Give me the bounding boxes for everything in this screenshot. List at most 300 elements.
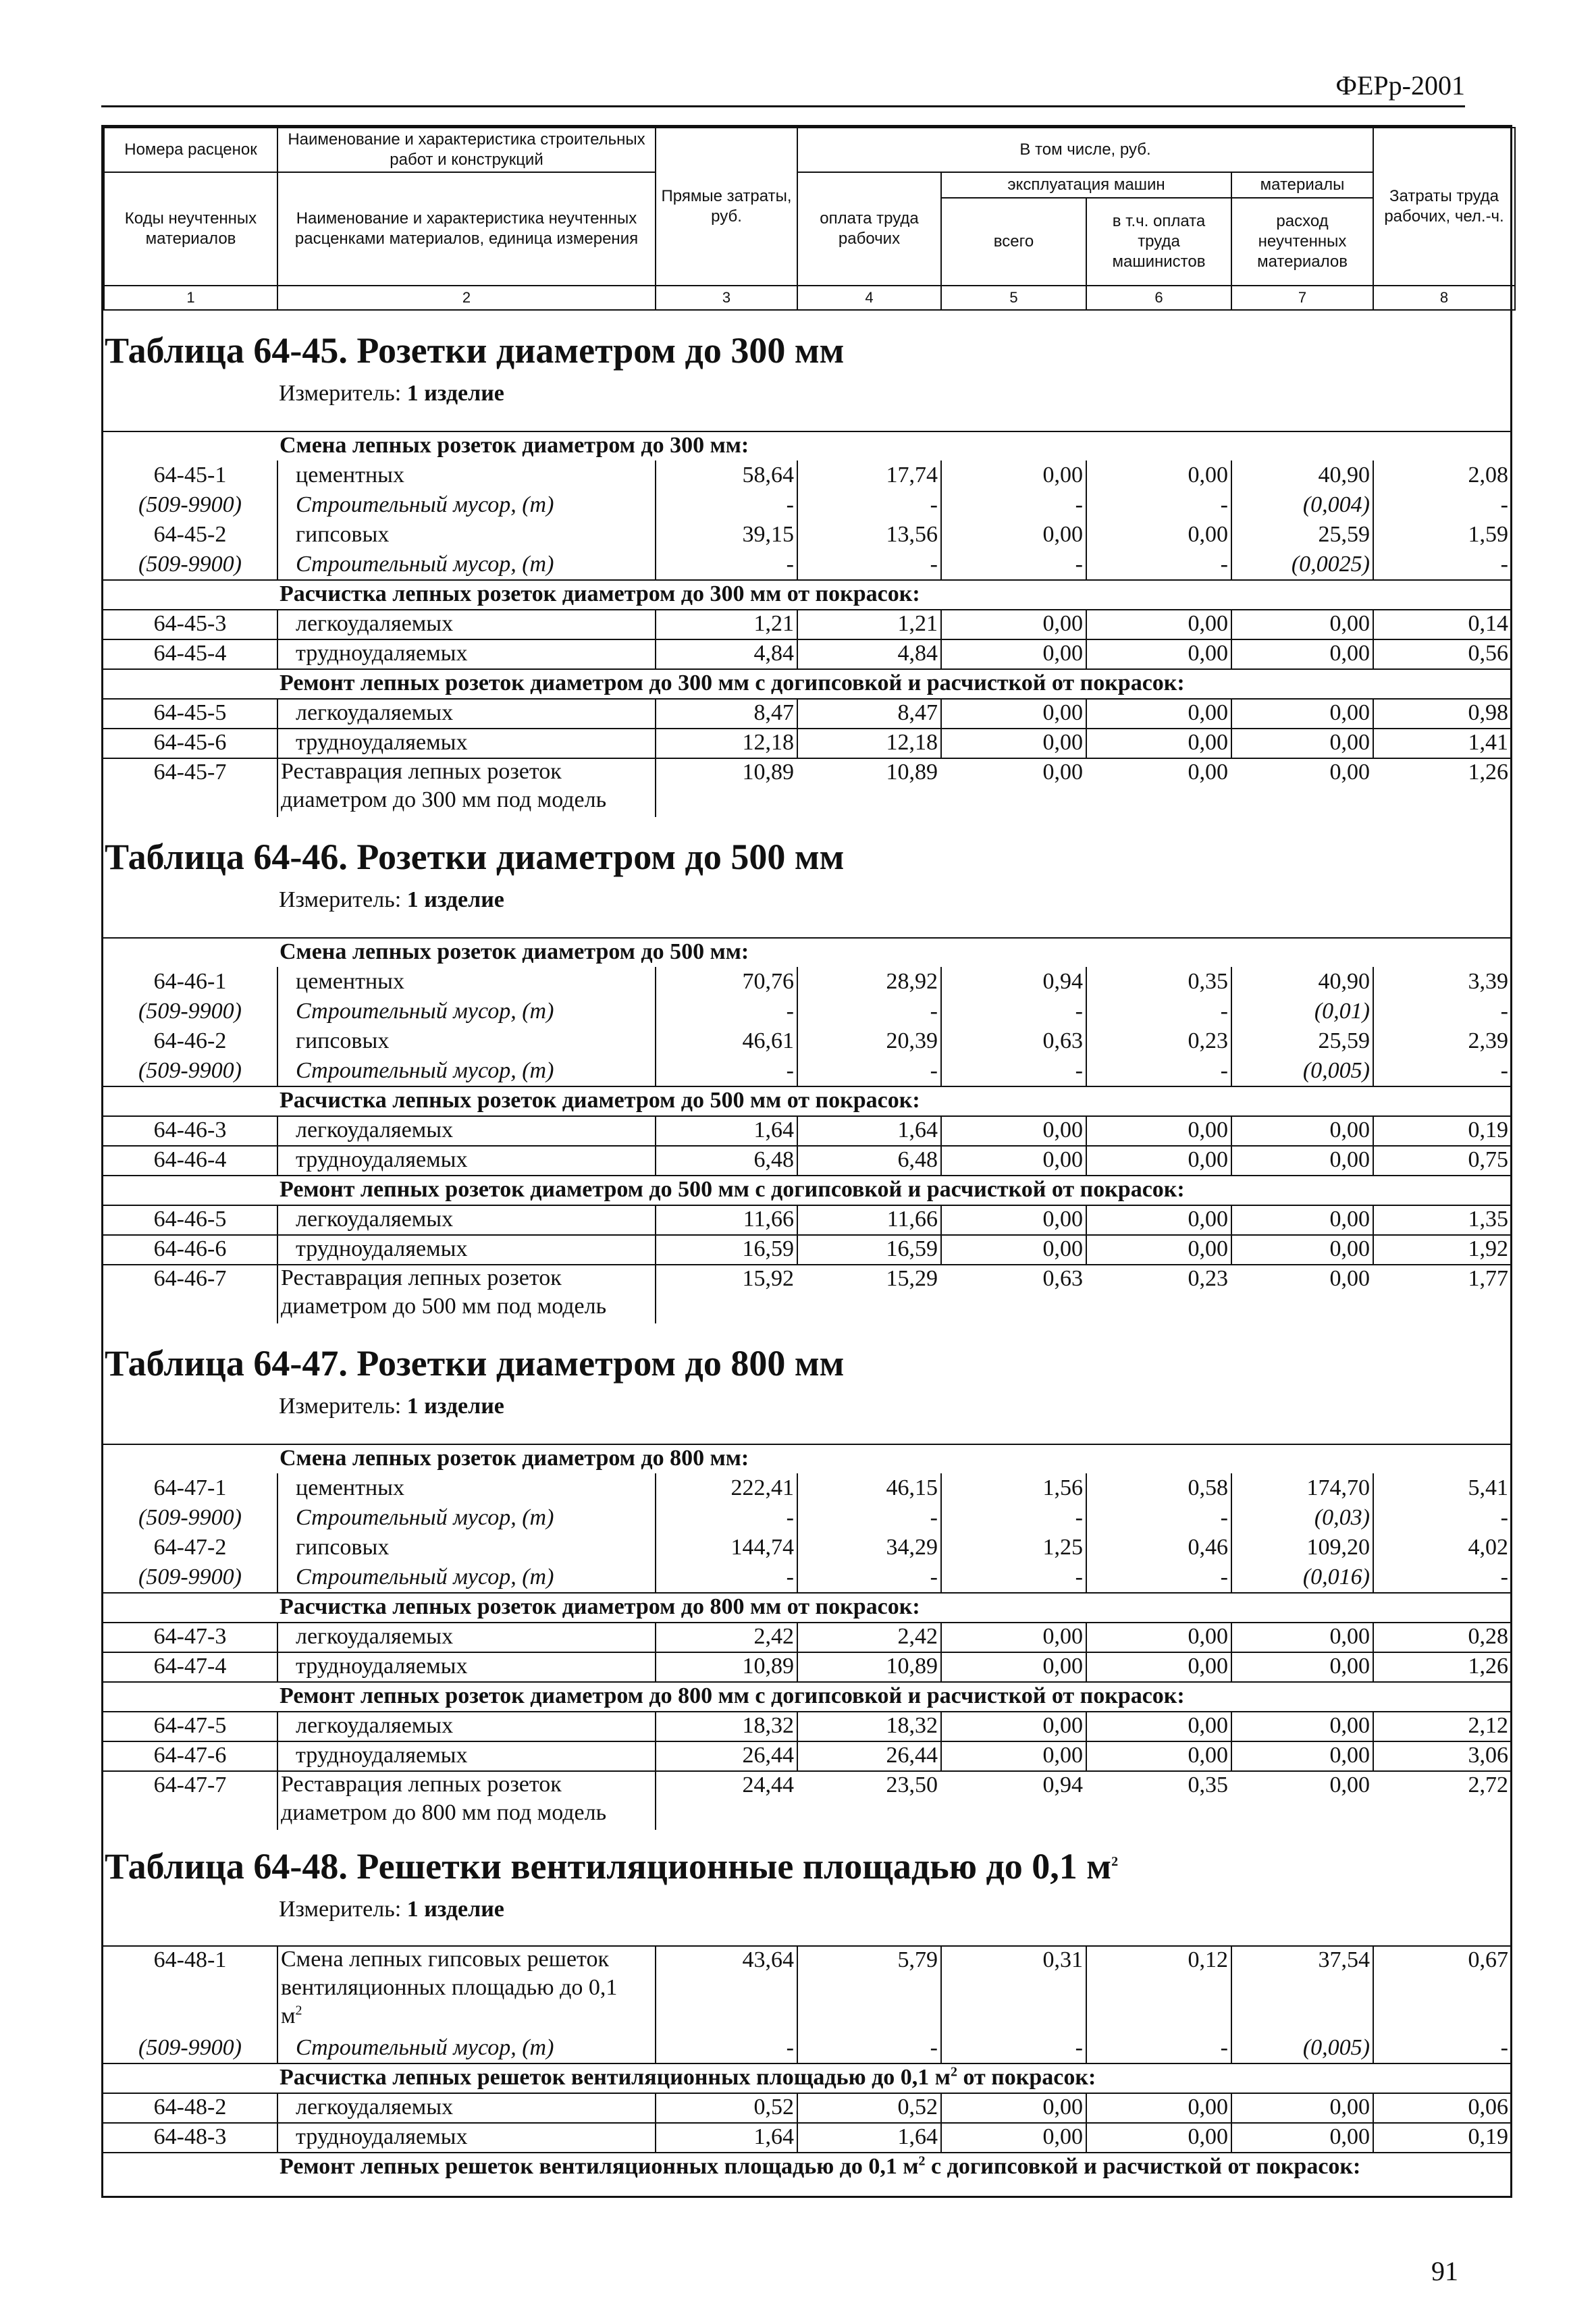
work-name-line: диаметром до 500 мм под модель — [281, 1294, 607, 1319]
table-row — [103, 758, 1510, 817]
rate-code: 64-45-6 — [153, 730, 227, 755]
labor-costs: - — [1373, 2033, 1512, 2063]
material-code: (509-9900) — [138, 1505, 242, 1530]
header-direct-costs: Прямые затраты, руб. — [656, 128, 797, 286]
work-name — [277, 758, 655, 817]
table-title: Таблица 64-47. Розетки диаметром до 800 мм — [105, 1343, 845, 1384]
operator-pay: 0,35 — [1188, 1772, 1228, 1797]
operator-pay: 0,00 — [1086, 1205, 1231, 1234]
work-name: трудноудаляемых — [277, 639, 655, 668]
rates-document — [101, 125, 1512, 2198]
materials: 0,00 — [1231, 639, 1373, 668]
rate-code: 64-45-2 — [153, 522, 227, 547]
subheading-text: от покрасок: — [957, 2065, 1096, 2090]
operator-pay: - — [1086, 2033, 1231, 2063]
worker-pay: - — [797, 1562, 940, 1592]
col-num: 2 — [277, 286, 656, 310]
work-name: трудноудаляемых — [277, 2122, 655, 2152]
operator-pay: 0,00 — [1086, 1711, 1231, 1741]
machines-total: - — [940, 1056, 1086, 1086]
machines-total: - — [940, 1562, 1086, 1592]
work-name: гипсовых — [277, 1026, 655, 1056]
machines-total: 0,63 — [1042, 1266, 1083, 1291]
direct-costs: 4,84 — [655, 639, 797, 668]
material-code: (509-9900) — [138, 2035, 242, 2060]
machines-total: 0,00 — [940, 639, 1086, 668]
header-rate-numbers: Номера расценок — [104, 128, 277, 172]
header-labor-costs: Затраты труда рабочих, чел.-ч. — [1373, 128, 1515, 286]
labor-costs: - — [1373, 550, 1512, 579]
operator-pay: 0,00 — [1086, 461, 1231, 490]
worker-pay: 26,44 — [797, 1741, 940, 1770]
labor-costs: 1,92 — [1373, 1234, 1512, 1264]
direct-costs: 46,61 — [655, 1026, 797, 1056]
machines-total: 0,00 — [940, 1652, 1086, 1681]
direct-costs: 16,59 — [655, 1234, 797, 1264]
table-title: Таблица 64-46. Розетки диаметром до 500 мм — [105, 837, 845, 877]
table-row — [103, 1205, 1510, 1234]
worker-pay: 0,52 — [797, 2093, 940, 2122]
materials: 0,00 — [1231, 2093, 1373, 2122]
header-machines: эксплуатация машин — [941, 172, 1231, 198]
work-name-line: Смена лепных гипсовых решеток — [281, 1947, 609, 1972]
rate-code: 64-47-6 — [153, 1743, 227, 1768]
rate-code: 64-47-1 — [153, 1475, 227, 1500]
table-row — [103, 1533, 1510, 1562]
table-row — [103, 967, 1510, 997]
direct-costs: 11,66 — [655, 1205, 797, 1234]
column-header-table — [103, 127, 1516, 311]
meter-value: 1 изделие — [406, 1897, 504, 1922]
materials: (0,005) — [1231, 2033, 1373, 2063]
table-title — [103, 1845, 1510, 1887]
materials: (0,03) — [1231, 1503, 1373, 1533]
materials: 0,00 — [1231, 728, 1373, 758]
operator-pay: - — [1086, 1056, 1231, 1086]
labor-costs: 1,35 — [1373, 1205, 1512, 1234]
material-code: (509-9900) — [138, 1058, 242, 1083]
operator-pay: 0,00 — [1188, 760, 1228, 785]
material-code: (509-9900) — [138, 552, 242, 577]
materials: 0,00 — [1231, 1741, 1373, 1770]
material-name: Строительный мусор, (т) — [277, 2033, 655, 2063]
worker-pay: 1,64 — [797, 2122, 940, 2152]
worker-pay: 18,32 — [797, 1711, 940, 1741]
materials: (0,005) — [1231, 1056, 1373, 1086]
machines-total: 0,00 — [940, 698, 1086, 728]
rate-code: 64-48-2 — [153, 2095, 227, 2120]
machines-total: 0,00 — [940, 520, 1086, 550]
labor-costs: 2,08 — [1373, 461, 1512, 490]
labor-costs: 3,39 — [1373, 967, 1512, 997]
operator-pay: - — [1086, 1503, 1231, 1533]
labor-costs: - — [1373, 997, 1512, 1026]
operator-pay: 0,00 — [1086, 728, 1231, 758]
work-name-line: диаметром до 300 мм под модель — [281, 787, 607, 812]
material-name: Строительный мусор, (т) — [277, 1503, 655, 1533]
subheading: Расчистка лепных розеток диаметром до 500 мм от покрасок: — [280, 1088, 920, 1113]
operator-pay: - — [1086, 550, 1231, 579]
table-row — [103, 1026, 1510, 1056]
labor-costs: 1,26 — [1468, 760, 1508, 785]
operator-pay: - — [1086, 490, 1231, 520]
worker-pay: - — [797, 1503, 940, 1533]
labor-costs: 1,59 — [1373, 520, 1512, 550]
material-row — [103, 490, 1510, 520]
labor-costs: - — [1373, 490, 1512, 520]
labor-costs: 4,02 — [1373, 1533, 1512, 1562]
subheading: Ремонт лепных розеток диаметром до 800 мм с догипсовкой и расчисткой от покрасок: — [280, 1683, 1185, 1708]
subheading-text: Ремонт лепных решеток вентиляционных площадью до 0,1 м — [280, 2154, 919, 2179]
material-name: Строительный мусор, (т) — [277, 1562, 655, 1592]
materials: 0,00 — [1329, 1772, 1370, 1797]
material-row — [103, 997, 1510, 1026]
work-name: гипсовых — [277, 1533, 655, 1562]
direct-costs: 70,76 — [655, 967, 797, 997]
operator-pay: 0,35 — [1086, 967, 1231, 997]
meter-value: 1 изделие — [406, 381, 504, 406]
work-name: гипсовых — [277, 520, 655, 550]
direct-costs: - — [655, 1056, 797, 1086]
meter — [279, 381, 1510, 408]
subheading: Смена лепных розеток диаметром до 300 мм: — [280, 433, 749, 458]
table-row — [103, 1711, 1510, 1741]
meter-label: Измеритель: — [279, 1897, 402, 1922]
worker-pay: 46,15 — [797, 1473, 940, 1503]
materials: (0,016) — [1231, 1562, 1373, 1592]
worker-pay: - — [797, 1056, 940, 1086]
labor-costs: 0,19 — [1373, 2122, 1512, 2152]
machines-total: 0,00 — [940, 1711, 1086, 1741]
direct-costs: 222,41 — [655, 1473, 797, 1503]
direct-costs: - — [655, 1562, 797, 1592]
header-worker-pay: оплата труда рабочих — [797, 172, 941, 286]
work-name — [277, 1264, 655, 1323]
labor-costs: 5,41 — [1373, 1473, 1512, 1503]
rate-code: 64-45-5 — [153, 700, 227, 725]
operator-pay: 0,00 — [1086, 1115, 1231, 1145]
work-name: легкоудаляемых — [277, 1115, 655, 1145]
subheading — [277, 2152, 1510, 2182]
materials: 0,00 — [1231, 1234, 1373, 1264]
work-name — [277, 1770, 655, 1830]
work-name: трудноудаляемых — [277, 1652, 655, 1681]
table-row — [103, 728, 1510, 758]
work-name: трудноудаляемых — [277, 1741, 655, 1770]
work-name: трудноудаляемых — [277, 1234, 655, 1264]
table-row — [103, 1145, 1510, 1175]
labor-costs: 0,28 — [1373, 1622, 1512, 1652]
material-row — [103, 1056, 1510, 1086]
header-material-codes: Коды неучтенных материалов — [104, 172, 277, 286]
material-code: (509-9900) — [138, 492, 242, 517]
materials: 0,00 — [1231, 1115, 1373, 1145]
superscript: 2 — [950, 2064, 957, 2080]
worker-pay: 15,29 — [886, 1266, 938, 1291]
header-machines-total: всего — [941, 198, 1086, 286]
table-64-47 — [103, 1342, 1510, 1421]
direct-costs: 43,64 — [655, 1945, 797, 2033]
machines-total: 1,25 — [940, 1533, 1086, 1562]
machines-total: - — [940, 490, 1086, 520]
table-row — [103, 639, 1510, 668]
work-name: цементных — [277, 1473, 655, 1503]
operator-pay: 0,00 — [1086, 1234, 1231, 1264]
rate-code: 64-46-3 — [153, 1117, 227, 1142]
worker-pay: 8,47 — [797, 698, 940, 728]
machines-total: - — [940, 1503, 1086, 1533]
materials: 174,70 — [1231, 1473, 1373, 1503]
direct-costs: - — [655, 1503, 797, 1533]
rate-code: 64-46-2 — [153, 1028, 227, 1053]
operator-pay: 0,46 — [1086, 1533, 1231, 1562]
machines-total: 0,63 — [940, 1026, 1086, 1056]
materials: 40,90 — [1231, 461, 1373, 490]
operator-pay: 0,00 — [1086, 609, 1231, 639]
rate-code: 64-48-3 — [153, 2124, 227, 2149]
rate-code: 64-46-7 — [153, 1266, 227, 1291]
table-row — [103, 1741, 1510, 1770]
worker-pay: 5,79 — [797, 1945, 940, 2033]
direct-costs: - — [655, 490, 797, 520]
subheading: Ремонт лепных розеток диаметром до 300 мм с догипсовкой и расчисткой от покрасок: — [280, 670, 1185, 695]
header-operator-pay: в т.ч. оплата труда машинистов — [1086, 198, 1231, 286]
direct-costs: 39,15 — [655, 520, 797, 550]
machines-total: 0,00 — [940, 1205, 1086, 1234]
rate-code: 64-47-4 — [153, 1654, 227, 1679]
direct-costs: 15,92 — [655, 1264, 797, 1323]
work-name: легкоудаляемых — [277, 698, 655, 728]
table-row — [103, 1115, 1510, 1145]
worker-pay: - — [797, 2033, 940, 2063]
operator-pay: 0,00 — [1086, 2122, 1231, 2152]
labor-costs: 1,41 — [1373, 728, 1512, 758]
direct-costs: 58,64 — [655, 461, 797, 490]
worker-pay: 11,66 — [797, 1205, 940, 1234]
operator-pay: 0,00 — [1086, 1622, 1231, 1652]
materials: 0,00 — [1231, 1622, 1373, 1652]
table-title: Таблица 64-45. Розетки диаметром до 300 мм — [105, 330, 845, 371]
material-name: Строительный мусор, (т) — [277, 490, 655, 520]
materials: 109,20 — [1231, 1533, 1373, 1562]
machines-total: - — [940, 550, 1086, 579]
labor-costs: 0,19 — [1373, 1115, 1512, 1145]
material-name: Строительный мусор, (т) — [277, 550, 655, 579]
material-code: (509-9900) — [138, 999, 242, 1024]
col-num: 1 — [104, 286, 277, 310]
page-number: 91 — [1431, 2256, 1458, 2286]
material-row — [103, 2033, 1510, 2063]
rate-code: 64-46-1 — [153, 969, 227, 994]
direct-costs: 12,18 — [655, 728, 797, 758]
materials: 0,00 — [1231, 1205, 1373, 1234]
direct-costs: 0,52 — [655, 2093, 797, 2122]
col-num: 7 — [1231, 286, 1373, 310]
subheading — [277, 2063, 1510, 2093]
machines-total: 0,00 — [1042, 760, 1083, 785]
materials: (0,004) — [1231, 490, 1373, 520]
direct-costs: 10,89 — [655, 758, 797, 817]
operator-pay: 0,00 — [1086, 1145, 1231, 1175]
col-num: 5 — [941, 286, 1086, 310]
worker-pay: - — [797, 550, 940, 579]
work-name: легкоудаляемых — [277, 609, 655, 639]
machines-total: 0,00 — [940, 728, 1086, 758]
labor-costs: 2,72 — [1468, 1772, 1508, 1797]
direct-costs: 144,74 — [655, 1533, 797, 1562]
table-row — [103, 1770, 1510, 1830]
machines-total: 0,00 — [940, 1741, 1086, 1770]
superscript: 2 — [918, 2153, 926, 2169]
materials: 0,00 — [1231, 1145, 1373, 1175]
table-row — [103, 1652, 1510, 1681]
table-row — [103, 1945, 1510, 2033]
operator-pay: - — [1086, 997, 1231, 1026]
operator-pay: 0,00 — [1086, 2093, 1231, 2122]
header-materials: материалы — [1231, 172, 1373, 198]
worker-pay: 13,56 — [797, 520, 940, 550]
table-row — [103, 1264, 1510, 1323]
table-row — [103, 461, 1510, 490]
table-row — [103, 520, 1510, 550]
header-work-name: Наименование и характеристика строительных работ и конструкций — [277, 128, 656, 172]
rate-code: 64-45-7 — [153, 760, 227, 785]
work-name-line: диаметром до 800 мм под модель — [281, 1800, 607, 1825]
materials: 25,59 — [1231, 1026, 1373, 1056]
machines-total: 0,00 — [940, 609, 1086, 639]
direct-costs: - — [655, 2033, 797, 2063]
material-row — [103, 1562, 1510, 1592]
labor-costs: 2,12 — [1373, 1711, 1512, 1741]
operator-pay: 0,00 — [1086, 698, 1231, 728]
direct-costs: 8,47 — [655, 698, 797, 728]
rate-code: 64-45-1 — [153, 463, 227, 488]
meter — [279, 1394, 1510, 1421]
rate-code: 64-46-4 — [153, 1147, 227, 1172]
machines-total: - — [940, 997, 1086, 1026]
subheading: Смена лепных розеток диаметром до 500 мм: — [280, 939, 749, 964]
machines-total: 0,31 — [940, 1945, 1086, 2033]
materials: 37,54 — [1231, 1945, 1373, 2033]
worker-pay: 10,89 — [886, 760, 938, 785]
labor-costs: 0,06 — [1373, 2093, 1512, 2122]
material-name: Строительный мусор, (т) — [277, 997, 655, 1026]
table-64-46 — [103, 836, 1510, 914]
worker-pay: - — [797, 997, 940, 1026]
work-name-line: Реставрация лепных розеток — [281, 1772, 562, 1797]
table-64-48 — [103, 1845, 1510, 1924]
document-code: ФЕРр-2001 — [1335, 70, 1465, 101]
table-row — [103, 1234, 1510, 1264]
work-name: легкоудаляемых — [277, 1622, 655, 1652]
rate-code: 64-48-1 — [153, 1947, 227, 1972]
worker-pay: 16,59 — [797, 1234, 940, 1264]
machines-total: 0,00 — [940, 1115, 1086, 1145]
work-name: легкоудаляемых — [277, 1205, 655, 1234]
direct-costs: 1,64 — [655, 2122, 797, 2152]
col-num: 8 — [1373, 286, 1515, 310]
direct-costs: 1,64 — [655, 1115, 797, 1145]
material-row — [103, 1503, 1510, 1533]
worker-pay: - — [797, 490, 940, 520]
worker-pay: 17,74 — [797, 461, 940, 490]
header-material-names: Наименование и характеристика неучтенных расценками материалов, единица измерения — [277, 172, 656, 286]
meter-label: Измеритель: — [279, 887, 402, 912]
worker-pay: 34,29 — [797, 1533, 940, 1562]
machines-total: 0,00 — [940, 461, 1086, 490]
materials: (0,0025) — [1231, 550, 1373, 579]
worker-pay: 1,21 — [797, 609, 940, 639]
direct-costs: - — [655, 550, 797, 579]
machines-total: - — [940, 2033, 1086, 2063]
operator-pay: 0,23 — [1188, 1266, 1228, 1291]
subheading: Смена лепных розеток диаметром до 800 мм: — [280, 1446, 749, 1471]
subheading-text: с догипсовкой и расчисткой от покрасок: — [925, 2154, 1361, 2179]
materials: 0,00 — [1231, 2122, 1373, 2152]
operator-pay: 0,12 — [1086, 1945, 1231, 2033]
worker-pay: 20,39 — [797, 1026, 940, 1056]
worker-pay: 28,92 — [797, 967, 940, 997]
table-row — [103, 609, 1510, 639]
rate-code: 64-46-5 — [153, 1207, 227, 1232]
materials: 0,00 — [1231, 1711, 1373, 1741]
table-row — [103, 2093, 1510, 2122]
rate-code: 64-45-4 — [153, 641, 227, 666]
direct-costs: 2,42 — [655, 1622, 797, 1652]
labor-costs: 0,14 — [1373, 609, 1512, 639]
meter — [279, 887, 1510, 914]
materials: (0,01) — [1231, 997, 1373, 1026]
rate-code: 64-47-2 — [153, 1535, 227, 1560]
direct-costs: 24,44 — [655, 1770, 797, 1830]
subheading: Ремонт лепных розеток диаметром до 500 мм с догипсовкой и расчисткой от покрасок: — [280, 1177, 1185, 1202]
table-row — [103, 698, 1510, 728]
labor-costs: 0,67 — [1373, 1945, 1512, 2033]
work-name-line: м — [281, 2003, 296, 2028]
col-num: 4 — [797, 286, 941, 310]
direct-costs: 1,21 — [655, 609, 797, 639]
rate-code: 64-47-5 — [153, 1713, 227, 1738]
direct-costs: - — [655, 997, 797, 1026]
work-name-line: вентиляционных площадью до 0,1 — [281, 1975, 618, 2000]
machines-total: 0,94 — [1042, 1772, 1083, 1797]
work-name: легкоудаляемых — [277, 1711, 655, 1741]
materials: 0,00 — [1231, 609, 1373, 639]
work-name: легкоудаляемых — [277, 2093, 655, 2122]
work-name: цементных — [277, 461, 655, 490]
worker-pay: 6,48 — [797, 1145, 940, 1175]
header-including: В том числе, руб. — [797, 128, 1373, 172]
materials: 25,59 — [1231, 520, 1373, 550]
direct-costs: 10,89 — [655, 1652, 797, 1681]
operator-pay: 0,00 — [1086, 520, 1231, 550]
meter-value: 1 изделие — [406, 887, 504, 912]
rate-code: 64-46-6 — [153, 1236, 227, 1261]
col-num: 6 — [1086, 286, 1231, 310]
table-row — [103, 1473, 1510, 1503]
work-name-line: Реставрация лепных розеток — [281, 1265, 562, 1290]
worker-pay: 1,64 — [797, 1115, 940, 1145]
labor-costs: 0,56 — [1373, 639, 1512, 668]
meter-label: Измеритель: — [279, 1394, 402, 1419]
worker-pay: 12,18 — [797, 728, 940, 758]
labor-costs: 2,39 — [1373, 1026, 1512, 1056]
rate-code: 64-47-3 — [153, 1624, 227, 1649]
table-row — [103, 1622, 1510, 1652]
operator-pay: 0,00 — [1086, 1741, 1231, 1770]
worker-pay: 10,89 — [797, 1652, 940, 1681]
labor-costs: - — [1373, 1562, 1512, 1592]
